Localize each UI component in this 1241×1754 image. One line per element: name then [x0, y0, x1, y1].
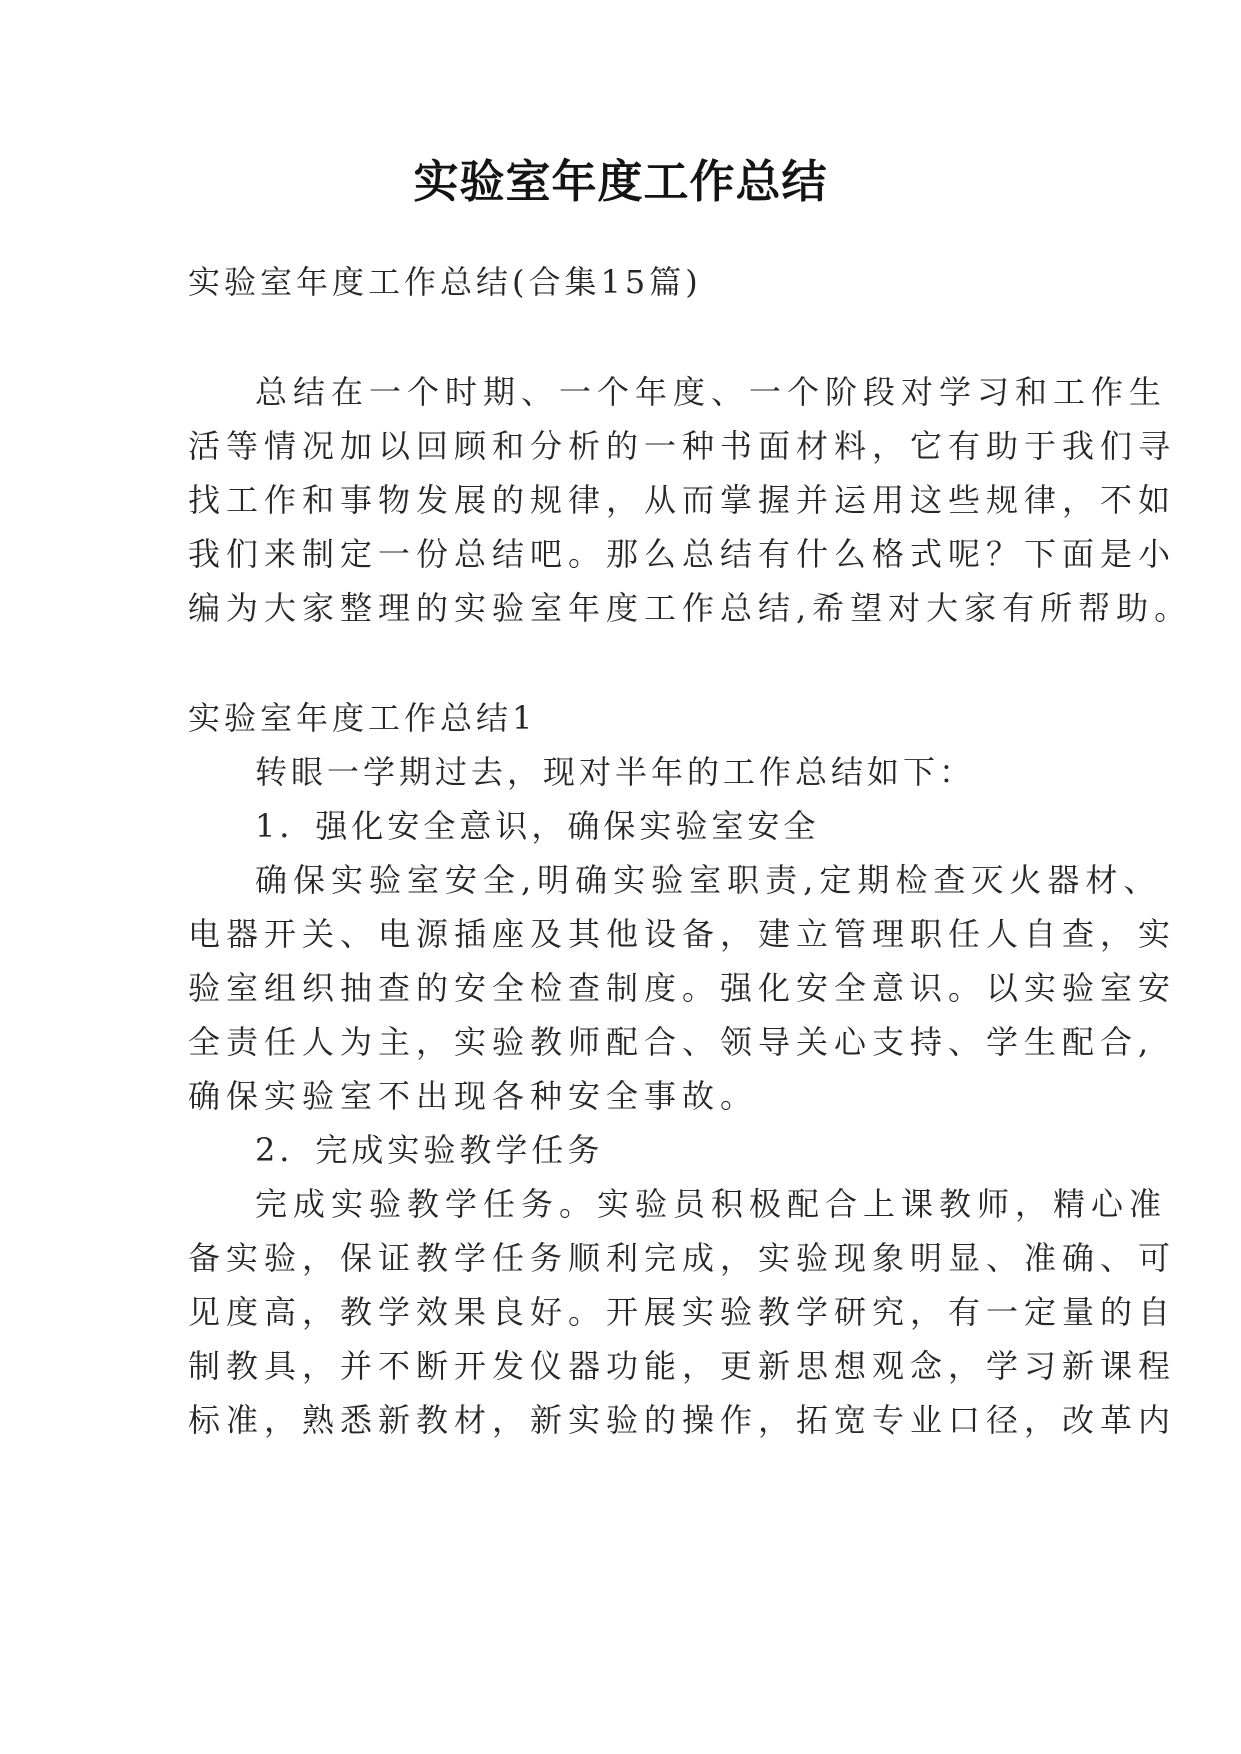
paragraph-line: 备实验，保证教学任务顺利完成，实验现象明显、准确、可 — [188, 1239, 1177, 1277]
paragraph-line: 确保实验室不出现各种安全事故。 — [188, 1077, 759, 1115]
paragraph-line: 我们来制定一份总结吧。那么总结有什么格式呢？下面是小 — [188, 535, 1177, 573]
paragraph-line: 制教具，并不断开发仪器功能，更新思想观念，学习新课程 — [188, 1347, 1177, 1385]
section-lead: 转眼一学期过去，现对半年的工作总结如下： — [255, 753, 976, 791]
paragraph-line: 完成实验教学任务。实验员积极配合上课教师，精心准 — [255, 1185, 1168, 1223]
paragraph-line: 总结在一个时期、一个年度、一个阶段对学习和工作生 — [255, 373, 1168, 411]
document-subtitle: 实验室年度工作总结(合集15篇) — [188, 263, 702, 301]
section-heading: 实验室年度工作总结1 — [188, 699, 537, 737]
item-heading: 1．强化安全意识，确保实验室安全 — [255, 807, 820, 845]
paragraph-line: 验室组织抽查的安全检查制度。强化安全意识。以实验室安 — [188, 969, 1177, 1007]
paragraph-line: 标准，熟悉新教材，新实验的操作，拓宽专业口径，改革内 — [188, 1401, 1177, 1439]
paragraph-line: 全责任人为主，实验教师配合、领导关心支持、学生配合, — [188, 1023, 1155, 1061]
paragraph-line: 活等情况加以回顾和分析的一种书面材料，它有助于我们寻 — [188, 427, 1177, 465]
paragraph-line: 编为大家整理的实验室年度工作总结,希望对大家有所帮助。 — [188, 589, 1193, 627]
paragraph-line: 确保实验室安全,明确实验室职责,定期检查灭火器材、 — [255, 861, 1162, 899]
paragraph-line: 见度高，教学效果良好。开展实验教学研究，有一定量的自 — [188, 1293, 1177, 1331]
item-heading: 2．完成实验教学任务 — [255, 1131, 604, 1169]
paragraph-line: 找工作和事物发展的规律，从而掌握并运用这些规律，不如 — [188, 481, 1177, 519]
paragraph-line: 电器开关、电源插座及其他设备，建立管理职任人自查，实 — [188, 915, 1177, 953]
document-title: 实验室年度工作总结 — [413, 155, 828, 208]
